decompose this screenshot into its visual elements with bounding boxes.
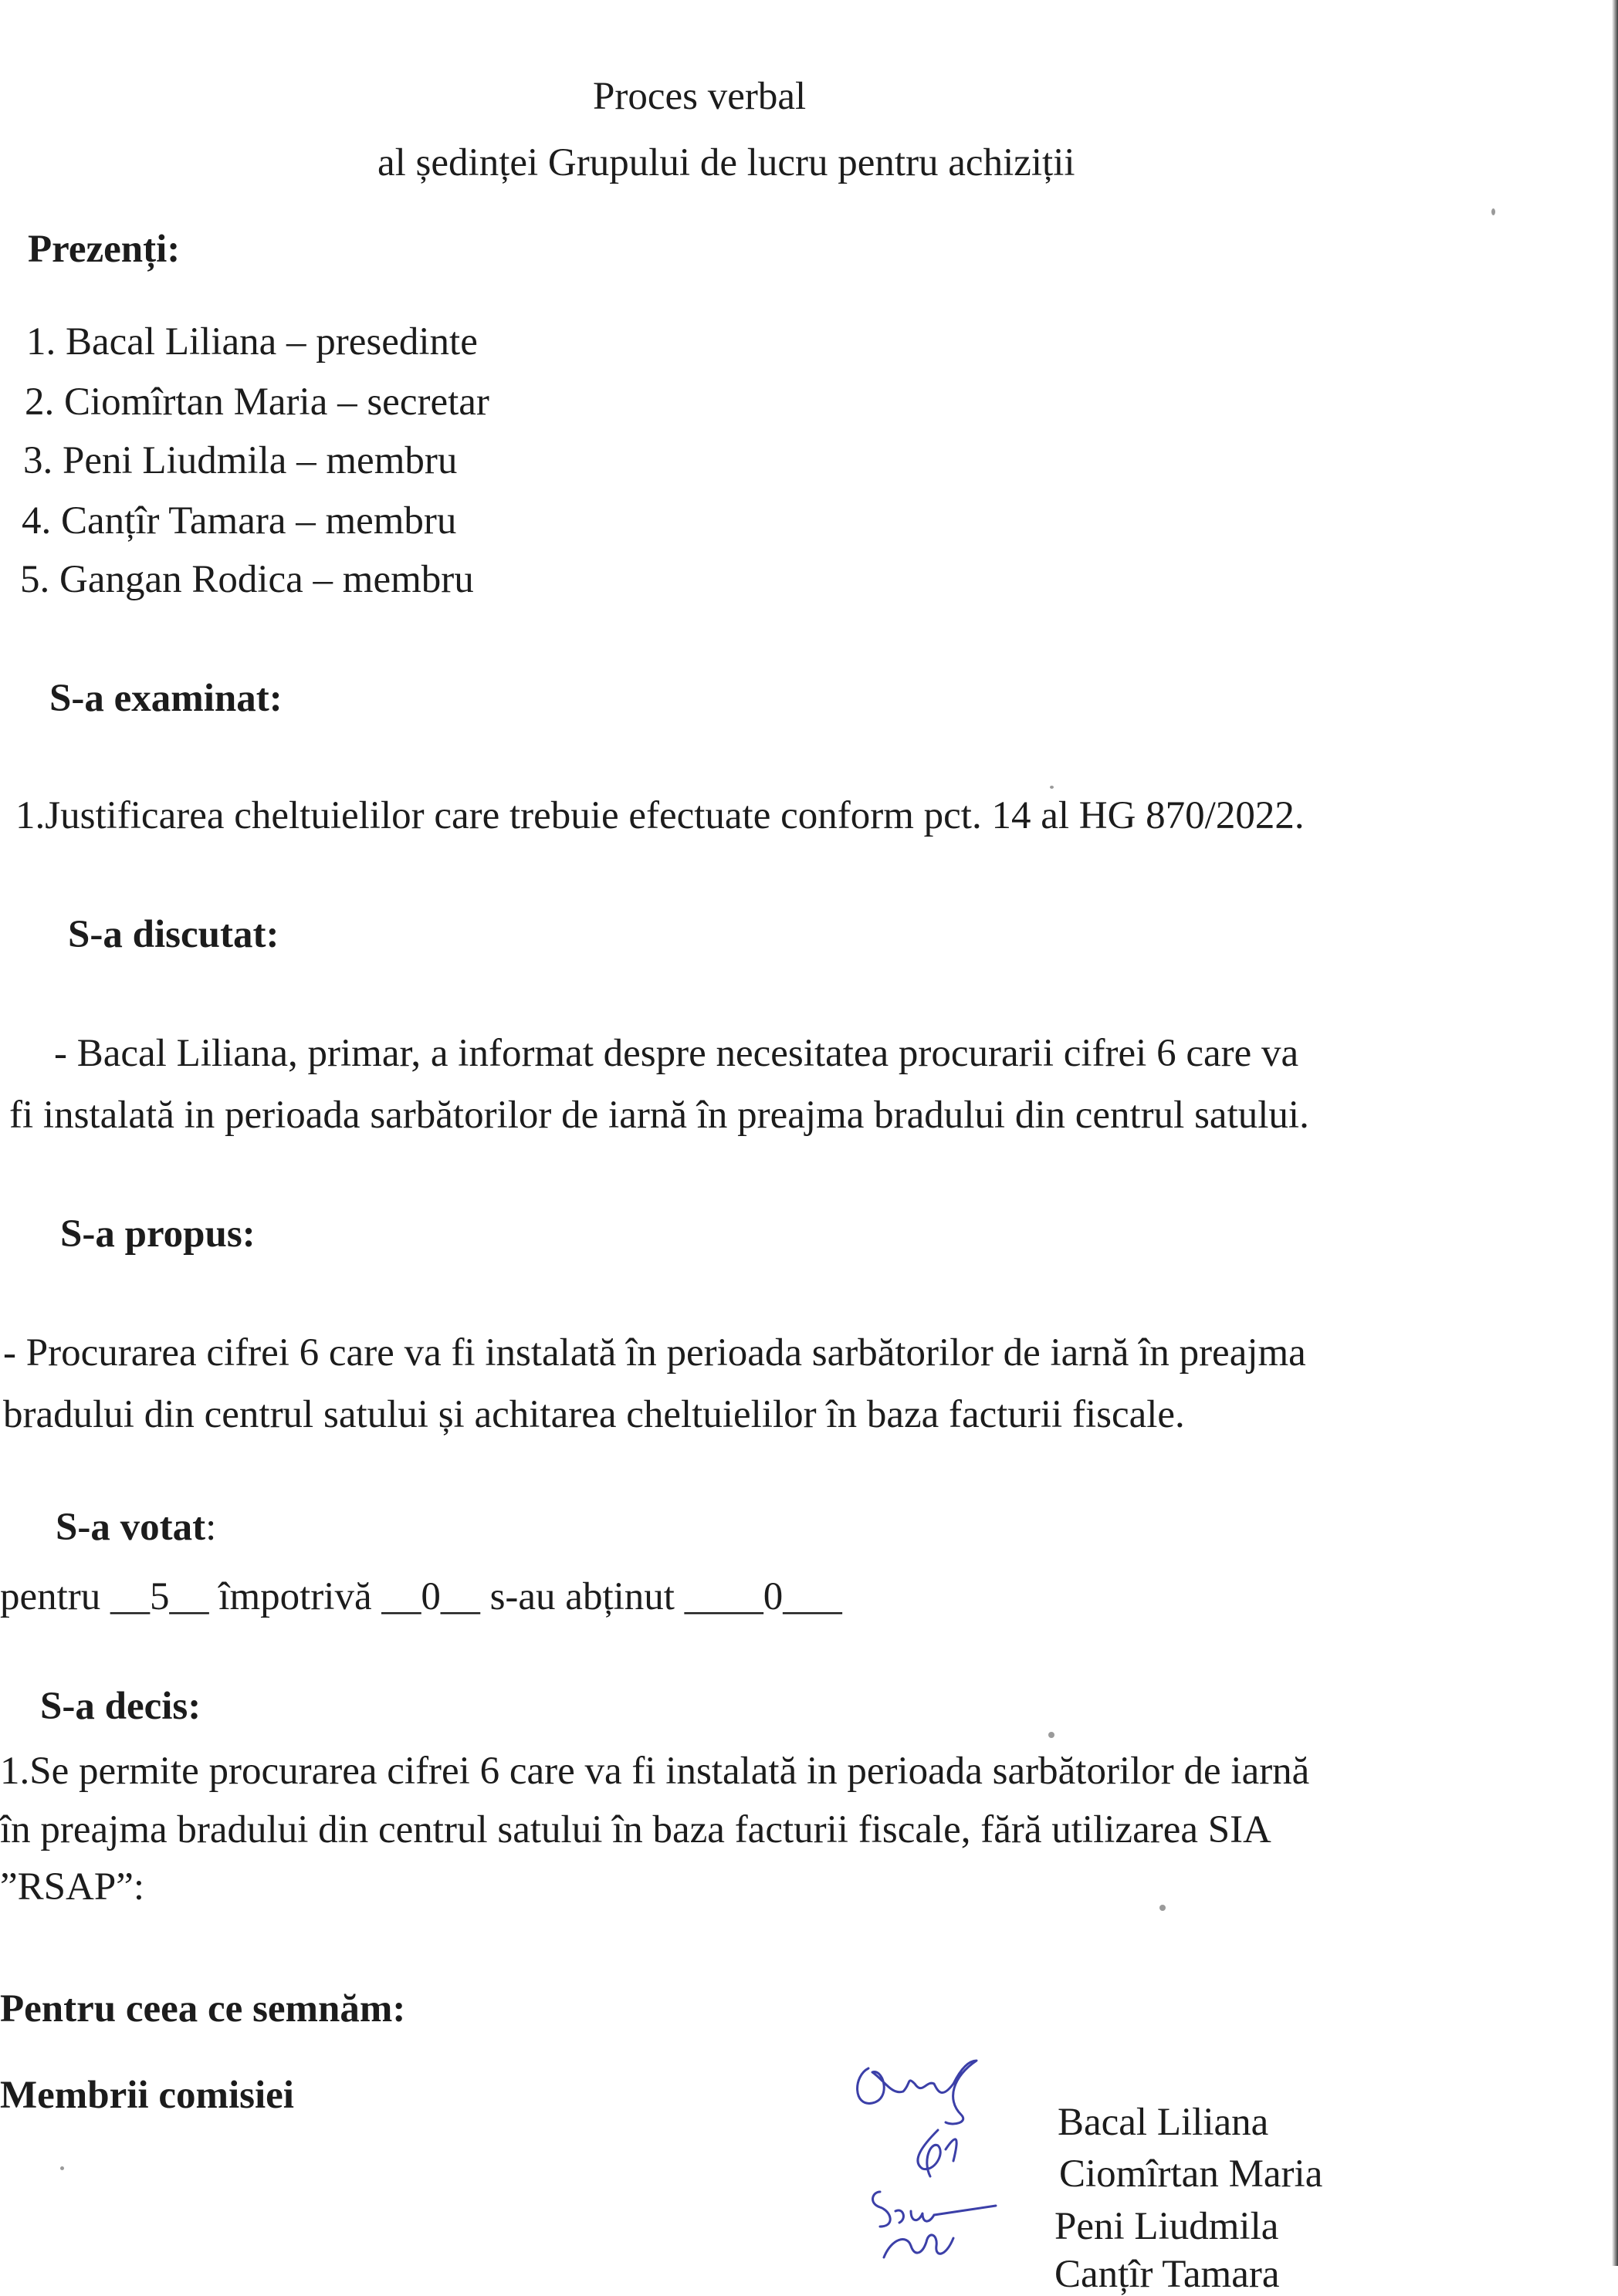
scan-speck [1048, 1732, 1054, 1738]
examined-heading: S-a examinat: [49, 677, 283, 720]
voted-heading: S-a votat [56, 1506, 206, 1549]
signatory-name: Canțîr Tamara [1054, 2253, 1280, 2296]
voted-heading-colon: : [205, 1506, 217, 1549]
signing-heading: Pentru ceea ce semnăm: [0, 1987, 406, 2031]
scan-speck [1050, 786, 1054, 789]
proposed-heading: S-a propus: [60, 1212, 256, 1256]
decided-text-line-2: în preajma bradului din centrul satului în baza facturii fiscale, fără utilizarea SIA [0, 1808, 1271, 1851]
signature-drawing [838, 2037, 1031, 2266]
signatory-name: Peni Liudmila [1054, 2205, 1279, 2248]
proposed-text-line-1: - Procurarea cifrei 6 care va fi instalată în perioada sarbătorilor de iarnă în preajma [3, 1331, 1306, 1375]
scan-speck [60, 2166, 64, 2170]
member-item: 2. Ciomîrtan Maria – secretar [25, 380, 489, 424]
member-item: 5. Gangan Rodica – membru [20, 558, 474, 601]
signatory-name: Bacal Liliana [1058, 2101, 1269, 2144]
signatory-name: Ciomîrtan Maria [1059, 2152, 1323, 2196]
decided-heading: S-a decis: [40, 1685, 201, 1728]
discussed-heading: S-a discutat: [68, 913, 279, 956]
present-heading: Prezenți: [28, 228, 181, 271]
decided-text-line-3: ”RSAP”: [0, 1865, 145, 1909]
handwritten-signatures [838, 2037, 1031, 2266]
voted-heading-row [56, 1508, 216, 1547]
scan-page-edge [1612, 0, 1618, 2266]
scan-speck [1159, 1905, 1166, 1911]
title-line-2: al ședinței Grupului de lucru pentru achiziții [377, 141, 1075, 184]
commission-label: Membrii comisiei [0, 2074, 294, 2117]
examined-text: 1.Justificarea cheltuielilor care trebuie efectuate conform pct. 14 al HG 870/2022. [15, 794, 1305, 837]
proposed-text-line-2: bradului din centrul satului și achitarea cheltuielilor în baza facturii fiscale. [3, 1393, 1185, 1436]
discussed-text-line-2: fi instalată in perioada sarbătorilor de iarnă în preajma bradului din centrul satului. [9, 1094, 1309, 1137]
discussed-text-line-1: - Bacal Liliana, primar, a informat despre necesitatea procurarii cifrei 6 care va [54, 1032, 1299, 1075]
member-item: 1. Bacal Liliana – presedinte [26, 320, 478, 364]
member-item: 4. Canțîr Tamara – membru [22, 499, 457, 543]
scan-speck [1491, 208, 1495, 215]
vote-results: pentru __5__ împotrivă __0__ s-au abținut ____0___ [0, 1575, 842, 1618]
decided-text-line-1: 1.Se permite procurarea cifrei 6 care va fi instalată in perioada sarbătorilor de iarnă [0, 1750, 1310, 1793]
member-item: 3. Peni Liudmila – membru [23, 439, 458, 482]
title-line-1: Proces verbal [593, 75, 807, 118]
